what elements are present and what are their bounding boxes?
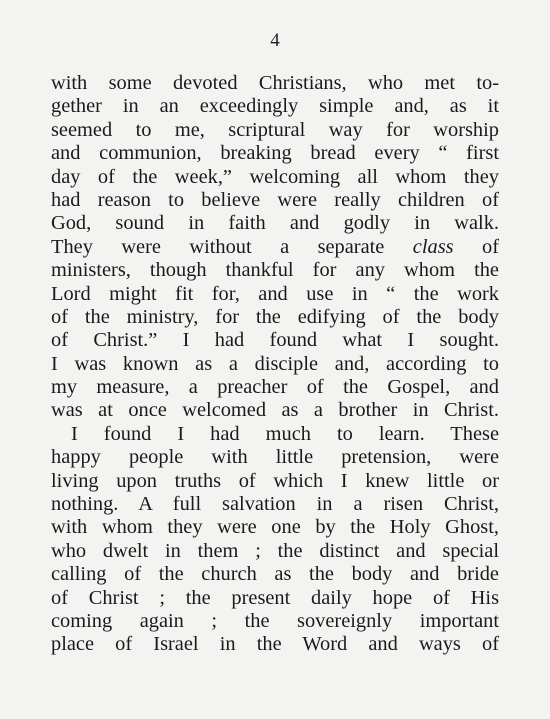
page-number: 4 — [270, 30, 280, 51]
text-line: day of the week,” welcoming all whom they — [51, 165, 499, 188]
text-line: I was known as a disciple and, according to — [51, 352, 499, 375]
text-line: happy people with little pretension, were — [51, 446, 499, 469]
text-line: seemed to me, scriptural way for worship — [51, 118, 499, 141]
text-line: with some devoted Christians, who met to- — [51, 72, 499, 94]
text-line: God, sound in faith and godly in walk. — [51, 212, 499, 235]
italic-word: class — [412, 235, 454, 258]
text-line: who dwelt in them ; the distinct and special — [51, 539, 499, 562]
text-line: Lord might fit for, and use in “ the work — [51, 282, 499, 305]
text-line: coming again ; the sovereignly important — [51, 609, 499, 632]
text-line: with whom they were one by the Holy Ghost, — [51, 516, 499, 539]
text-line: living upon truths of which I knew little or — [51, 469, 499, 492]
text-line: had reason to believe were really children of — [51, 188, 499, 211]
text-line: my measure, a preacher of the Gospel, and — [51, 376, 499, 399]
paragraph-start-line: I found I had much to learn. These — [71, 422, 499, 445]
text-line: gether in an exceedingly simple and, as it — [51, 95, 499, 118]
text-line: ministers, though thankful for any whom the — [51, 259, 499, 282]
text-line: of Christ.” I had found what I sought. — [51, 329, 499, 352]
text-line: and communion, breaking bread every “ first — [51, 142, 499, 165]
text-line: of the ministry, for the edifying of the body — [51, 305, 499, 328]
text-line: was at once welcomed as a brother in Christ. — [51, 399, 499, 422]
text-line: calling of the church as the body and bride — [51, 563, 499, 586]
body-text — [51, 72, 499, 657]
text-line: They were without a separate class of — [51, 235, 499, 258]
text-line: of Christ ; the present daily hope of His — [51, 586, 499, 609]
text-line: nothing. A full salvation in a risen Christ, — [51, 493, 499, 516]
text-line: place of Israel in the Word and ways of — [51, 633, 499, 656]
